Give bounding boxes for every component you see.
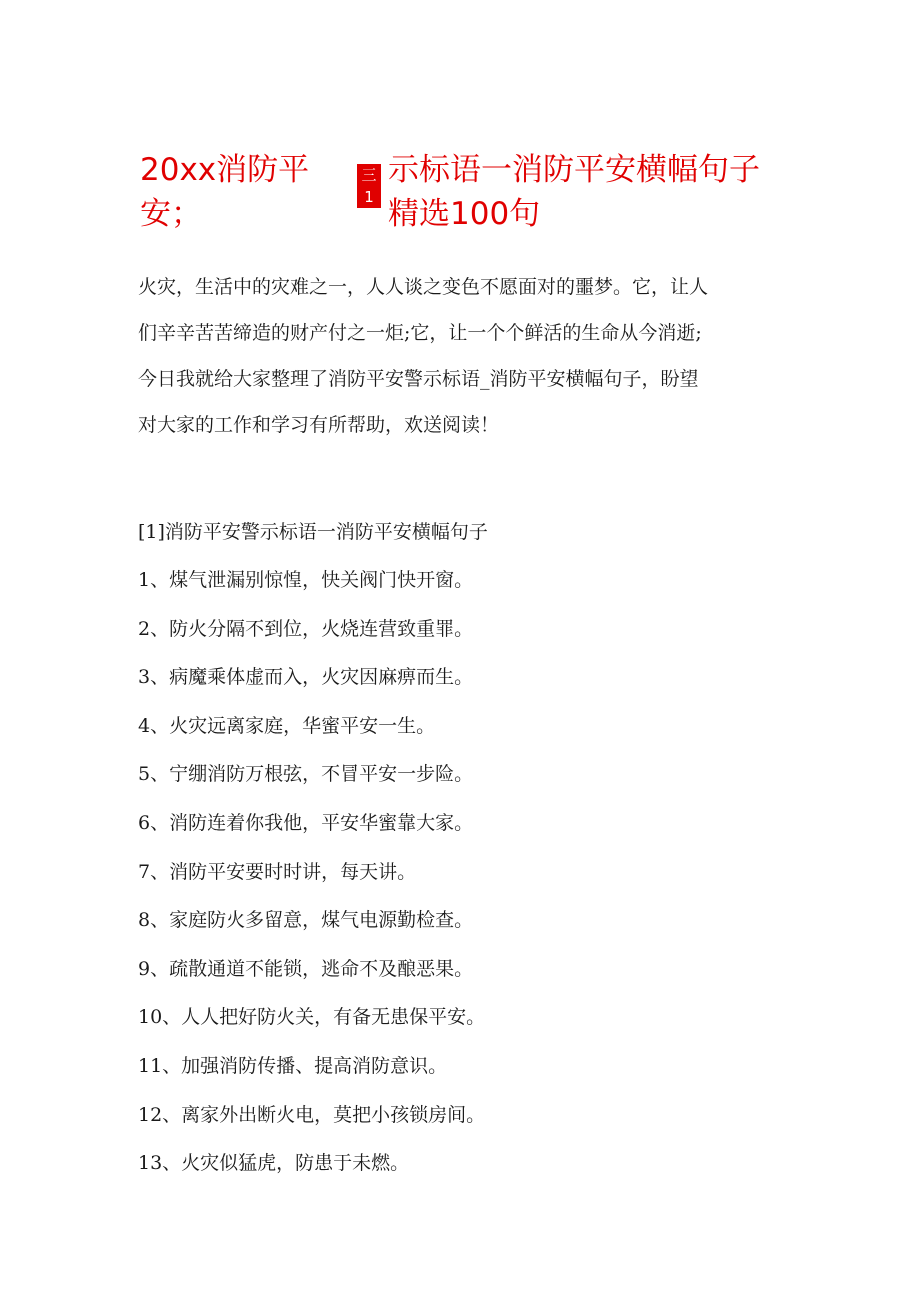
title-right-line-1: 示标语一消防平安横幅句子: [388, 152, 760, 188]
slogan-item: 3、病魔乘体虚而入，火灾因麻痹而生。: [138, 666, 474, 689]
title-right-line-2: 精选100句: [388, 196, 541, 232]
document-title-left: [140, 148, 320, 236]
section-heading: [1]消防平安警示标语一消防平安横幅句子: [138, 521, 488, 543]
slogan-item: 8、家庭防火多留意，煤气电源勤检查。: [138, 909, 474, 932]
slogan-item: 4、火灾远离家庭，华蜜平安一生。: [138, 714, 436, 737]
document-title-right: [388, 148, 788, 236]
slogan-item: 10、人人把好防火关，有备无患保平安。: [138, 1006, 486, 1029]
intro-line: 今日我就给大家整理了消防平安警示标语_消防平安横幅句子，盼望: [138, 368, 699, 390]
slogan-item: 13、火灾似猛虎，防患于未燃。: [138, 1152, 410, 1175]
title-badge: [357, 164, 381, 208]
intro-paragraph: [138, 264, 798, 448]
slogan-item: 5、宁绷消防万根弦，不冒平安一步险。: [138, 763, 474, 786]
slogan-item: 9、疏散通道不能锁，逃命不及酿恶果。: [138, 957, 474, 980]
slogan-item: 7、消防平安要时时讲，每天讲。: [138, 860, 417, 883]
slogan-item: 6、消防连着你我他，平安华蜜靠大家。: [138, 811, 474, 834]
title-badge-bottom: 1: [357, 186, 381, 208]
slogan-item: 12、离家外出断火电，莫把小孩锁房间。: [138, 1103, 486, 1126]
slogan-item: 2、防火分隔不到位，火烧连营致重罪。: [138, 617, 474, 640]
title-badge-top: 三: [357, 164, 381, 186]
slogan-item: 1、煤气泄漏别惊惶，快关阀门快开窗。: [138, 569, 474, 591]
intro-line: 火灾，生活中的灾难之一，人人谈之变色不愿面对的噩梦。它，让人: [138, 276, 709, 298]
intro-line: 们辛辛苦苦缔造的财产付之一炬;它，让一个个鲜活的生命从今消逝;: [138, 322, 702, 344]
slogan-list: [138, 562, 485, 1194]
intro-line: 对大家的工作和学习有所帮助，欢送阅读！: [138, 414, 500, 436]
title-left-line-2: 安；: [140, 196, 202, 232]
title-left-line-1: 20xx消防平: [140, 152, 310, 188]
slogan-item: 11、加强消防传播、提高消防意识。: [138, 1054, 448, 1077]
